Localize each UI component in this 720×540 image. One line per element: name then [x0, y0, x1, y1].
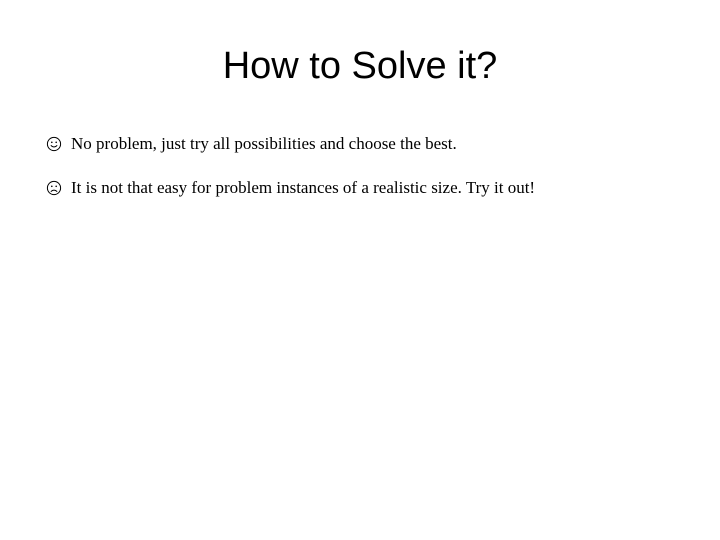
smiley-face-icon [46, 136, 62, 152]
bullet-list [46, 130, 696, 218]
frowning-face-icon [46, 180, 62, 196]
bullet-text: No problem, just try all possibilities and choose the best. [71, 134, 457, 153]
bullet-item [46, 174, 696, 202]
bullet-item [46, 130, 696, 158]
slide-title: How to Solve it? [222, 45, 498, 87]
bullet-text: It is not that easy for problem instances of a realistic size. Try it out! [71, 178, 536, 197]
